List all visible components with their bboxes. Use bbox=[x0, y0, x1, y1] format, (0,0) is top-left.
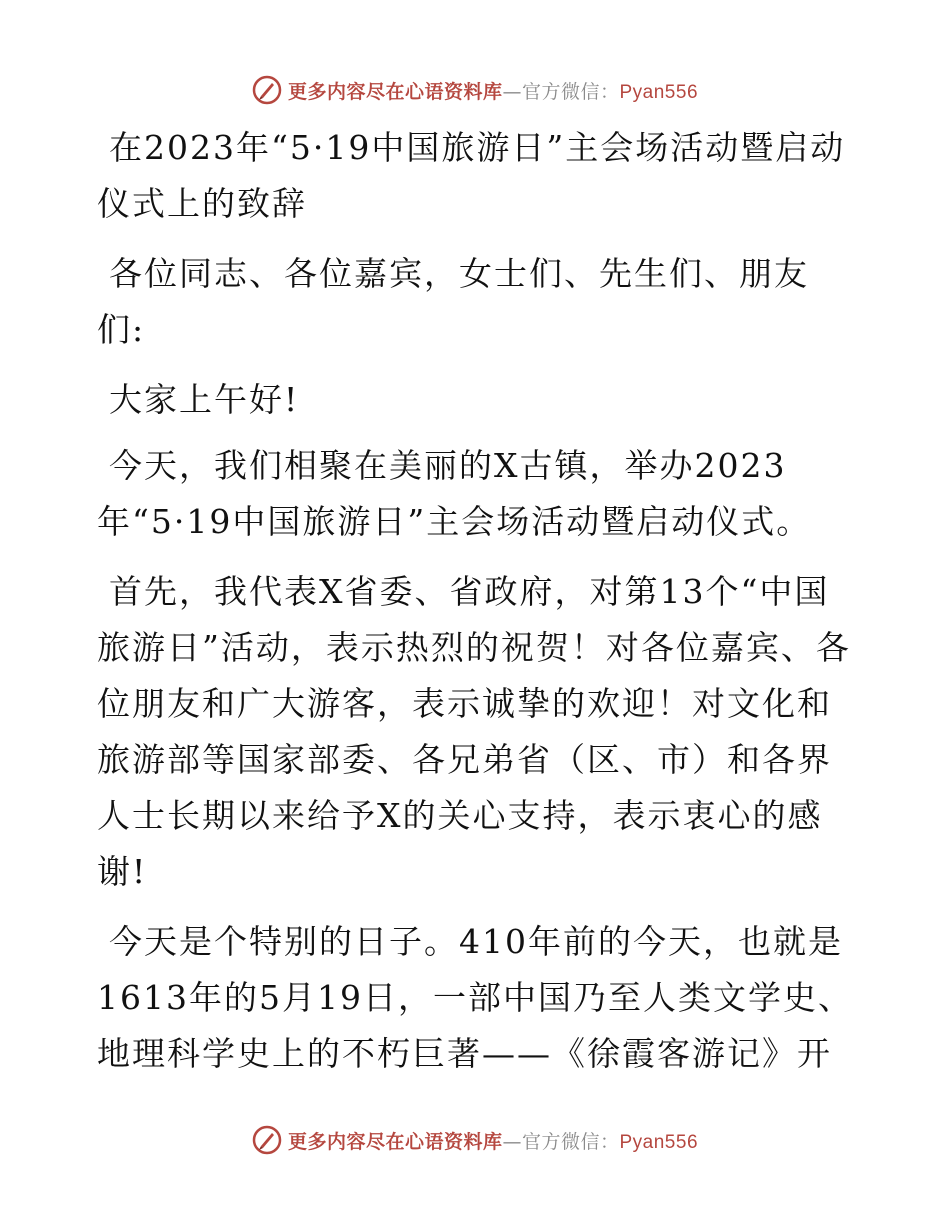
footer-banner bbox=[0, 1120, 950, 1160]
banner-wechat-id: Pyan556 bbox=[619, 81, 699, 103]
body-paragraph: 今天，我们相聚在美丽的X古镇，举办2023年“5·19中国旅游日”主会场活动暨启动仪式。 bbox=[97, 446, 812, 541]
banner-separator: — bbox=[502, 80, 522, 103]
document-title: 在2023年“5·19中国旅游日”主会场活动暨启动仪式上的致辞 bbox=[97, 128, 846, 223]
greeting-paragraph: 大家上午好! bbox=[109, 380, 300, 419]
banner-wechat-id: Pyan556 bbox=[619, 1131, 699, 1153]
banner-text bbox=[288, 1127, 698, 1154]
banner-separator: — bbox=[502, 1130, 522, 1153]
banner-wechat-label: 官方微信： bbox=[521, 1130, 620, 1153]
banner-main-text: 更多内容尽在心语资料库 bbox=[287, 80, 503, 103]
banner-text bbox=[288, 77, 698, 104]
salutation-paragraph: 各位同志、各位嘉宾，女士们、先生们、朋友们: bbox=[97, 254, 809, 349]
document-body bbox=[97, 120, 857, 1096]
banner-main-text: 更多内容尽在心语资料库 bbox=[287, 1130, 503, 1153]
header-banner bbox=[0, 70, 950, 110]
quill-logo-icon bbox=[252, 75, 282, 105]
banner-wechat-label: 官方微信： bbox=[521, 80, 620, 103]
body-paragraph: 今天是个特别的日子。410年前的今天，也就是1613年的5月19日，一部中国乃至人类文学史、地理科学史上的不朽巨著——《徐霞客游记》开 bbox=[97, 922, 853, 1073]
quill-logo-icon bbox=[252, 1125, 282, 1155]
body-paragraph: 首先，我代表X省委、省政府，对第13个“中国旅游日”活动，表示热烈的祝贺！对各位嘉宾、各位朋友和广大游客，表示诚挚的欢迎！对文化和旅游部等国家部委、各兄弟省（区、市）和各界人士长期以来给予X的关心支持，表示衷心的感谢! bbox=[97, 572, 851, 891]
